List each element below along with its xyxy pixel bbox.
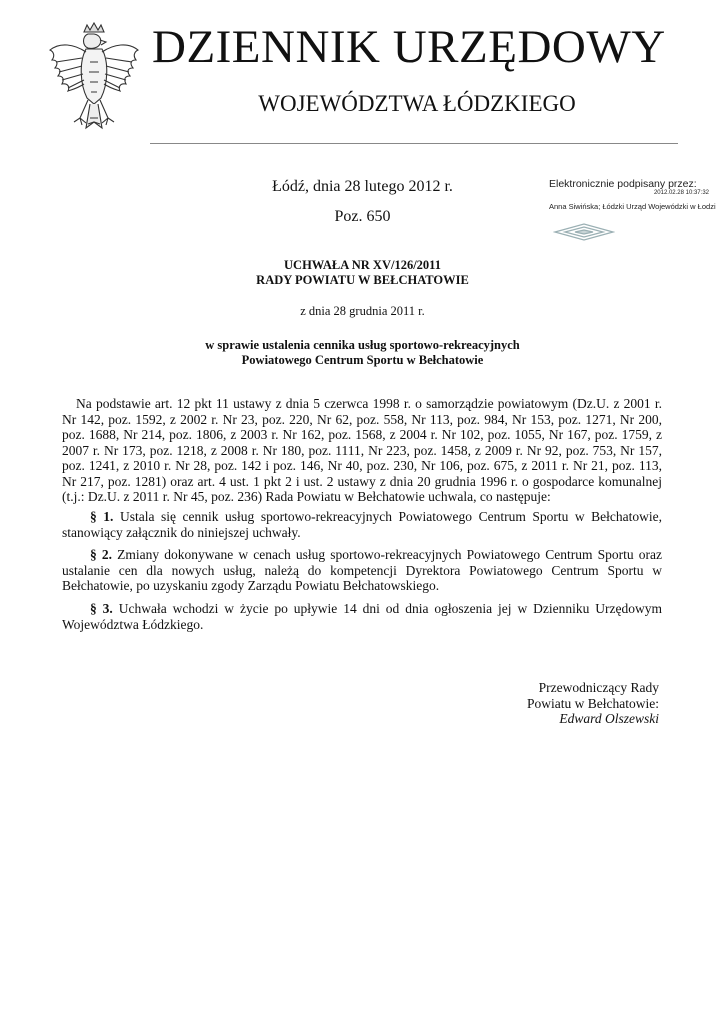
publication-position: Poz. 650 xyxy=(334,208,391,225)
section-2-text: Zmiany dokonywane w cenach usług sportowo-rekreacyjnych Powiatowego Centrum Sportu oraz ustalanie cen dla nowych usług, należą do kompetencji Dyrektora Powiatowego Centrum Sportu w Bełchatowie, po uzyskaniu zgody Zarządu Powiatu Bełchatowskiego. xyxy=(62,547,662,593)
section-3-text: Uchwała wchodzi w życie po upływie 14 dni od dnia ogłoszenia jej w Dzienniku Urzędowym Województwa Łódzkiego. xyxy=(62,601,663,632)
polish-eagle-emblem-icon xyxy=(46,22,142,148)
gazette-subtitle: WOJEWÓDZTWA ŁÓDZKIEGO xyxy=(258,91,576,116)
closing-signature xyxy=(527,680,659,727)
masthead-divider xyxy=(150,143,678,144)
chairman-council: Powiatu w Bełchatowie: xyxy=(527,695,659,711)
chairman-role: Przewodniczący Rady xyxy=(538,680,659,695)
signature-date: 2012.02.28 10:37:32 xyxy=(653,190,709,196)
resolution-subject xyxy=(0,338,725,368)
subject-line-2: Powiatowego Centrum Sportu w Bełchatowie xyxy=(241,353,484,367)
chairman-name: Edward Olszewski xyxy=(559,711,659,726)
section-1-text: Ustala się cennik usług sportowo-rekreacyjnych Powiatowego Centrum Sportu w Bełchatowie, stanowiący załącznik do niniejszej uchwały. xyxy=(62,509,663,540)
section-1-label: § 1. xyxy=(90,509,114,524)
signature-label: Elektronicznie podpisany przez: xyxy=(549,178,697,190)
resolution-date: z dnia 28 grudnia 2011 r. xyxy=(300,304,425,318)
section-2 xyxy=(62,547,662,594)
publication-date: Łódź, dnia 28 lutego 2012 r. xyxy=(272,178,453,195)
signature-signer: Anna Siwińska; Łódzki Urząd Wojewódzki w Łodzi xyxy=(549,202,716,211)
section-2-label: § 2. xyxy=(90,547,113,562)
section-3 xyxy=(62,601,662,632)
section-1 xyxy=(62,509,662,540)
resolution-council: RADY POWIATU W BEŁCHATOWIE xyxy=(256,273,469,287)
resolution-number: UCHWAŁA NR XV/126/2011 xyxy=(284,258,441,272)
subject-line-1: w sprawie ustalenia cennika usług sportowo-rekreacyjnych xyxy=(205,338,520,352)
section-3-label: § 3. xyxy=(90,601,113,616)
resolution-title xyxy=(0,258,725,288)
preamble-paragraph: Na podstawie art. 12 pkt 11 ustawy z dnia 5 czerwca 1998 r. o samorządzie powiatowym (Dz.U. z 2001 r. Nr 142, poz. 1592, z 2002 r. Nr 23, poz. 220, Nr 62, poz. 558, Nr 113, poz. 984, Nr 153, poz. 1271, Nr 200, poz. 1688, Nr 214, poz. 1806, z 2003 r. Nr 162, poz. 1568, z 2004 r. Nr 102, poz. 1055, Nr 167, poz. 1759, z 2007 r. Nr 173, poz. 1218, z 2008 r. Nr 180, poz. 1111, Nr 223, poz. 1458, z 2009 r. Nr 92, poz. 753, Nr 157, poz. 1241, z 2010 r. Nr 28, poz. 142 i poz. 146, Nr 40, poz. 230, Nr 106, poz. 675, z 2011 r. Nr 21, poz. 113, Nr 217, poz. 1281) oraz art. 4 ust. 1 pkt 2 i ust. 2 ustawy z dnia 20 grudnia 1996 r. o gospodarce komunalnej (t.j.: Dz.U. z 2011 r. Nr 45, poz. 236) Rada Powiatu w Bełchatowie uchwala, co następuje: xyxy=(62,396,662,504)
gazette-title: DZIENNIK URZĘDOWY xyxy=(152,21,666,73)
